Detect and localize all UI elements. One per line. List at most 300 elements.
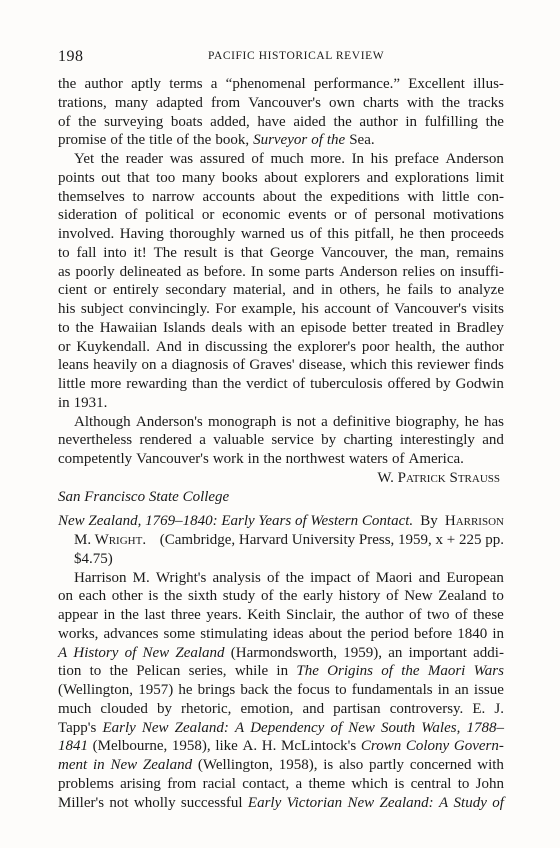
word: which — [350, 357, 387, 374]
word: health, — [395, 338, 436, 355]
word: pitfall, — [354, 226, 395, 242]
word: title — [149, 132, 173, 149]
word: John — [475, 775, 504, 792]
word: is — [281, 413, 292, 430]
word: heavily — [93, 357, 138, 374]
word: treated — [392, 319, 434, 336]
word: con- — [477, 188, 504, 205]
word: deals — [211, 319, 243, 336]
text-line — [58, 413, 504, 432]
word: in — [437, 682, 450, 698]
page-header — [58, 48, 504, 70]
word: Although — [74, 413, 131, 430]
word: before. — [203, 263, 246, 280]
word: analyze — [458, 282, 504, 299]
word: to — [58, 244, 70, 261]
word: accounts — [202, 188, 255, 205]
word: Vancouver, — [320, 244, 389, 261]
text-line — [58, 775, 504, 794]
word: of — [260, 588, 274, 605]
word: 1958), — [278, 757, 318, 773]
word: with — [477, 757, 504, 773]
word: the — [100, 151, 120, 167]
word: A — [234, 719, 245, 736]
word: before — [413, 625, 453, 642]
word: his — [58, 301, 76, 317]
book-author-rest: M. Wright. — [74, 532, 147, 548]
word: back — [240, 682, 269, 698]
word: example, — [241, 301, 297, 317]
word: rendered — [139, 432, 192, 449]
text-line — [58, 394, 504, 413]
word: the — [263, 451, 282, 467]
word: of — [251, 151, 264, 167]
word: visits — [472, 301, 504, 317]
word: which — [351, 775, 389, 792]
word: poor — [361, 338, 390, 355]
word: Graves' — [249, 357, 295, 374]
word: controversy. — [389, 700, 464, 717]
text-line — [58, 662, 504, 681]
word: involved. — [58, 226, 115, 242]
word: of — [232, 357, 246, 374]
word: narrow — [152, 188, 195, 205]
word: themselves — [58, 188, 125, 205]
word: Tapp's — [58, 719, 97, 736]
citation-line-1 — [58, 512, 504, 531]
text-line — [58, 737, 504, 756]
word: better — [352, 319, 387, 336]
word: of — [124, 644, 137, 661]
word: on — [58, 588, 73, 605]
word: poorly — [75, 263, 115, 280]
review2-paragraph-1 — [58, 569, 504, 813]
word: surveying — [104, 113, 164, 130]
word: book, — [215, 132, 250, 149]
word: the — [279, 588, 298, 605]
word: and — [302, 700, 325, 717]
word: and — [292, 282, 315, 299]
word: Zealand: — [174, 719, 229, 736]
word: the — [192, 132, 212, 149]
word: from — [211, 94, 241, 111]
word: than — [192, 376, 218, 392]
word: on — [141, 357, 157, 374]
word: years. — [206, 607, 242, 623]
word: of — [309, 226, 322, 242]
word: more — [90, 376, 122, 392]
text-line — [58, 300, 504, 319]
word: contact, — [242, 775, 290, 792]
word: charting — [343, 432, 393, 449]
word: not — [109, 794, 129, 811]
word: events — [288, 207, 327, 224]
word: Govern- — [453, 738, 504, 755]
word: the — [126, 132, 146, 149]
word: other — [111, 588, 143, 605]
word: The — [296, 663, 319, 680]
word: too — [156, 169, 176, 186]
word: the — [78, 113, 97, 130]
word: Crown — [360, 738, 402, 755]
word: last — [144, 607, 166, 623]
word: discussing — [205, 338, 268, 355]
word: episode — [300, 319, 347, 336]
text-line — [58, 338, 504, 357]
word: of — [381, 663, 393, 680]
word: South — [381, 719, 416, 736]
text-line — [58, 681, 504, 700]
word: Anderson — [445, 151, 504, 167]
word: finds — [473, 357, 504, 374]
word: in — [92, 757, 105, 773]
word: he — [178, 682, 193, 698]
word: monograph — [207, 413, 277, 430]
word: partly — [369, 757, 405, 773]
word: little — [58, 376, 86, 392]
word: of — [124, 207, 138, 224]
word: some — [268, 263, 301, 280]
word: performance.” — [313, 76, 401, 92]
word: a — [199, 432, 206, 449]
word: Origins — [327, 663, 373, 680]
word: this — [391, 357, 413, 374]
word: the — [347, 625, 366, 642]
word: Miller's — [58, 794, 105, 811]
word: explorers — [304, 169, 360, 186]
word: fundamentals — [351, 682, 433, 698]
word: Dependency — [250, 719, 325, 736]
text-line — [58, 625, 504, 644]
word: the — [441, 338, 460, 355]
word: history — [338, 588, 381, 605]
word: aided — [293, 113, 326, 130]
word: Maori — [427, 663, 466, 680]
word: has — [483, 413, 504, 430]
word: central — [410, 775, 452, 792]
word: an — [280, 319, 295, 336]
word: own — [329, 94, 355, 111]
word: adapted — [156, 94, 203, 111]
word: author — [84, 76, 123, 92]
word: in — [405, 113, 418, 130]
word: “phenomenal — [225, 76, 306, 92]
word: the — [285, 569, 304, 586]
word: J. — [494, 700, 504, 717]
word: Zealand — [438, 588, 487, 605]
text-line — [58, 225, 504, 244]
review1-paragraph-3 — [58, 413, 504, 469]
word: man, — [419, 244, 450, 261]
word: the — [326, 132, 346, 149]
word: from — [167, 775, 197, 792]
word: New — [142, 644, 170, 661]
word: fails — [407, 282, 434, 299]
word: biography, — [395, 413, 460, 430]
word: charts — [362, 94, 399, 111]
word: the — [304, 188, 323, 205]
word: to — [89, 663, 102, 680]
word: a — [295, 775, 303, 792]
word: a — [321, 413, 328, 430]
text-line — [58, 587, 504, 606]
word: Pelican — [136, 663, 181, 680]
text-line — [58, 700, 504, 719]
book-author: Harrison — [444, 513, 504, 530]
word: advances — [103, 625, 159, 642]
text-line — [58, 263, 504, 282]
word: in — [320, 282, 333, 299]
word: us — [290, 226, 304, 242]
word: tracks — [468, 94, 504, 111]
word: each — [78, 588, 107, 605]
word: reviewer — [417, 357, 470, 374]
word: reader — [125, 151, 164, 167]
text-line — [58, 150, 504, 169]
text-line — [58, 113, 504, 132]
word: subject — [80, 301, 124, 317]
word: New — [110, 757, 138, 773]
word: account — [324, 301, 371, 317]
word: the — [394, 244, 414, 261]
word: a — [160, 357, 168, 374]
word: the — [485, 113, 504, 130]
word: Hawaiian — [99, 319, 158, 336]
word: he — [464, 413, 479, 430]
word: or — [93, 282, 107, 299]
page-number: 198 — [58, 48, 84, 65]
word: or — [201, 207, 215, 224]
word: concerned — [409, 757, 472, 773]
word: of — [354, 207, 367, 224]
word: an — [454, 682, 469, 698]
word: in — [438, 319, 451, 336]
word: 1788– — [466, 719, 504, 736]
word: H. — [261, 738, 277, 755]
word: three — [170, 607, 201, 623]
word: sideration — [58, 207, 118, 224]
word: of — [110, 132, 123, 149]
word: the — [75, 319, 94, 336]
word: many — [114, 94, 149, 111]
word: the — [109, 663, 128, 680]
word: analysis — [212, 569, 261, 586]
running-head: PACIFIC HISTORICAL REVIEW — [208, 50, 385, 62]
word: to — [492, 588, 504, 605]
word: then — [419, 226, 446, 242]
word: study — [222, 588, 256, 605]
word: or — [58, 338, 71, 355]
word: of — [266, 569, 280, 586]
word: in — [187, 338, 200, 355]
word: to — [439, 282, 452, 299]
word: ideas — [272, 625, 304, 642]
word: European — [446, 569, 504, 586]
word: some — [163, 625, 196, 642]
word: two — [427, 607, 450, 623]
word: motivations — [433, 207, 504, 224]
word: the — [163, 588, 183, 605]
word: Wright's — [155, 569, 207, 586]
word: the — [401, 663, 420, 680]
word: aptly — [131, 76, 162, 92]
text-line — [58, 356, 504, 375]
word: ment — [58, 757, 88, 773]
word: Victorian — [286, 794, 343, 811]
word: the — [58, 76, 77, 92]
word: in — [103, 607, 116, 623]
book-title: New Zealand, 1769–1840: Early Years of Western Contact. — [58, 513, 414, 530]
word: disease, — [298, 357, 346, 374]
word: issue — [473, 682, 504, 698]
word: wholly — [133, 794, 176, 811]
text-line — [58, 131, 504, 150]
word: of — [386, 588, 399, 605]
word: of — [357, 569, 370, 586]
review1-paragraph-1 — [58, 75, 504, 150]
word: (Wellington, — [58, 682, 134, 698]
word: Islands — [163, 319, 206, 336]
word: New — [347, 794, 375, 811]
word: cient — [58, 282, 88, 299]
word: valuable — [213, 432, 265, 449]
word: or — [334, 207, 347, 224]
book-citation — [58, 512, 504, 568]
word: Sinclair, — [286, 607, 336, 623]
word: that — [127, 169, 150, 186]
word: Wars — [473, 663, 504, 680]
word: to — [334, 682, 347, 698]
word: these — [473, 607, 504, 623]
word: rhetoric, — [181, 700, 232, 717]
word: promise — [58, 132, 107, 149]
word: the — [120, 607, 139, 623]
word: emotion, — [240, 700, 294, 717]
word: of — [455, 607, 468, 623]
word: Vancouver's — [394, 301, 467, 317]
text-line — [58, 206, 504, 225]
word: many — [181, 169, 216, 186]
word: arising — [120, 775, 161, 792]
word: addi- — [473, 644, 504, 661]
word: America. — [408, 451, 464, 467]
reviewer-signature: W. Patrick Strauss — [377, 469, 500, 486]
word: in — [247, 451, 260, 467]
word: series, — [188, 663, 227, 680]
word: competently — [58, 451, 133, 467]
word: Harrison — [74, 569, 127, 586]
word: Anderson — [339, 263, 398, 280]
word: on — [440, 263, 456, 280]
word: 1840 — [457, 625, 488, 642]
word: Colony — [405, 738, 450, 755]
word: early — [303, 588, 334, 605]
word: George — [270, 244, 314, 261]
word: his — [370, 151, 389, 167]
word: points — [58, 169, 95, 186]
word: of — [292, 376, 306, 392]
word: service — [271, 432, 314, 449]
word: In — [250, 263, 264, 280]
word: the — [341, 607, 360, 623]
word: expeditions — [330, 188, 400, 205]
review1-paragraph-2 — [58, 150, 504, 413]
word: delineated — [119, 263, 182, 280]
word: of — [492, 794, 504, 811]
word: For — [215, 301, 237, 317]
word: terms — [169, 76, 203, 92]
word: also — [339, 757, 364, 773]
word: of — [330, 719, 343, 736]
word: tion — [58, 663, 82, 680]
word: by — [156, 700, 172, 717]
word: by — [321, 432, 337, 449]
word: author — [465, 338, 504, 355]
word: added, — [210, 113, 250, 130]
word: as — [58, 263, 71, 280]
word: (Wellington, — [197, 757, 273, 773]
word: this — [327, 226, 350, 242]
word: successful — [180, 794, 243, 811]
word: Anderson's — [135, 413, 203, 430]
word: personal — [374, 207, 426, 224]
word: interestingly — [399, 432, 475, 449]
word: of — [58, 113, 71, 130]
word: impact — [310, 569, 351, 586]
word: result — [183, 244, 218, 261]
word: racial — [202, 775, 236, 792]
word: A. — [242, 738, 258, 755]
word: more. — [310, 151, 345, 167]
word: trations, — [58, 94, 107, 111]
word: the — [441, 94, 460, 111]
word: Study — [453, 794, 487, 811]
word: The — [153, 244, 177, 261]
word: by — [435, 376, 451, 392]
word: History — [73, 644, 119, 661]
word: much — [58, 700, 92, 717]
word: with — [406, 94, 434, 111]
word: into — [103, 244, 127, 261]
word: M. — [132, 569, 150, 586]
word: And — [155, 338, 182, 355]
word: New — [404, 588, 433, 605]
word: 1957) — [138, 682, 174, 698]
word: New — [348, 719, 375, 736]
word: Excellent — [408, 76, 465, 92]
word: and — [366, 169, 389, 186]
word: of — [392, 451, 405, 467]
word: important — [408, 644, 467, 661]
text-line — [58, 244, 504, 263]
text-line — [58, 606, 504, 625]
word: a — [210, 76, 218, 92]
word: to — [132, 188, 145, 205]
word: Sea. — [349, 132, 375, 149]
word: Zealand — [142, 757, 193, 773]
word: an — [388, 644, 403, 661]
word: others, — [339, 282, 380, 299]
text-line — [58, 169, 504, 188]
word: limit — [475, 169, 504, 186]
word: the — [333, 113, 352, 130]
word: author — [359, 113, 398, 130]
word: Bradley — [456, 319, 504, 336]
word: Wales, — [421, 719, 461, 736]
text-line — [58, 94, 504, 113]
word: author — [365, 607, 404, 623]
word: sixth — [187, 588, 218, 605]
